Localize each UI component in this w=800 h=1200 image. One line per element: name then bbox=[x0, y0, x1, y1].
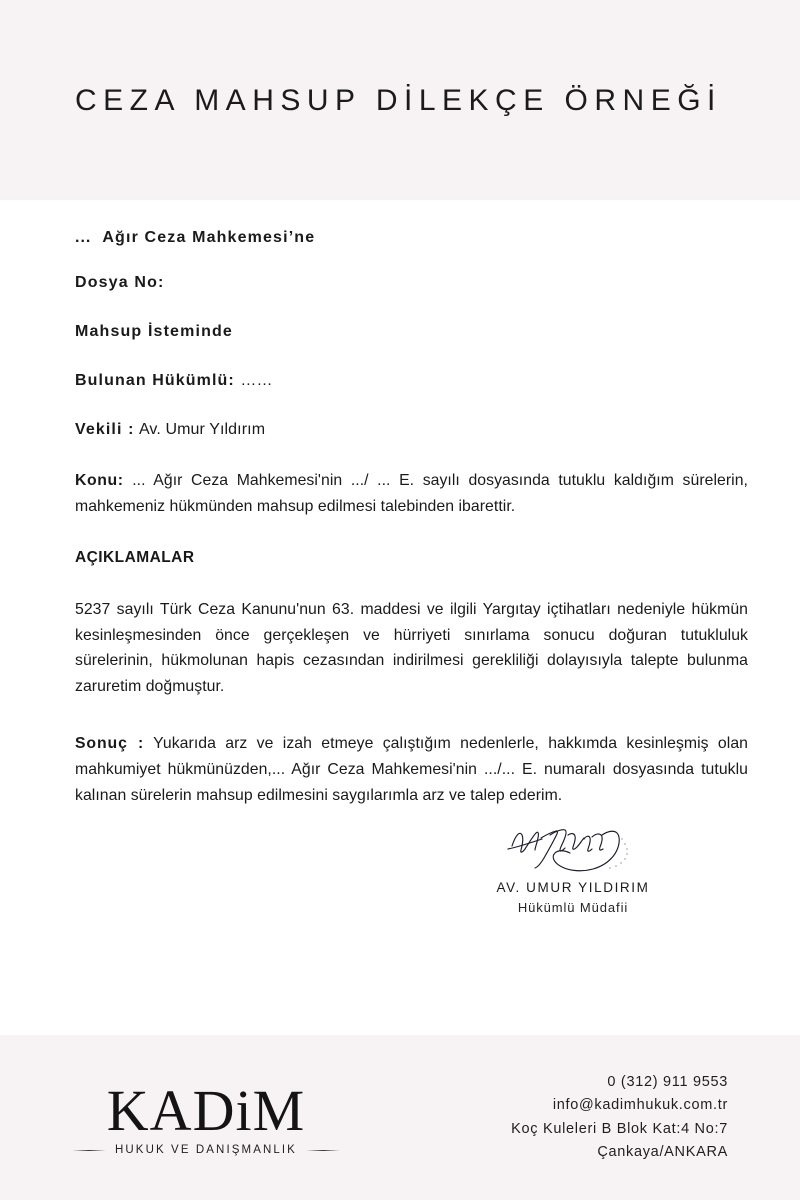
subject-text: ... Ağır Ceza Mahkemesi'nin .../ ... E. sayılı dosyasında tutuklu kaldığım sürelerin, mahkemeniz hükmünden mahsup edilmesi talebinden ibarettir. bbox=[75, 472, 748, 515]
conclusion-label: Sonuç : bbox=[75, 735, 145, 753]
contact-address-line2: Çankaya/ANKARA bbox=[597, 1143, 728, 1160]
logo-wordmark: KADiM bbox=[106, 1077, 306, 1143]
file-number-line: Dosya No: bbox=[75, 274, 165, 291]
explanations-paragraph: 5237 sayılı Türk Ceza Kanunu'nun 63. maddesi ve ilgili Yargıtay içtihatları nedeniyle hükmün kesinleşmesinden önce gerçekleşen ve hürriyeti sınırlama sonucu doğuran tutukluluk sürelerinin, hükmolunan hapis cezasından indirilmesi gerekliliği dolayısıyla talepte bulunma zaruretim doğmuştur. bbox=[75, 601, 748, 695]
contact-address-line1: Koç Kuleleri B Blok Kat:4 No:7 bbox=[511, 1120, 728, 1137]
signature-block bbox=[408, 822, 748, 915]
logo-rule-right-icon bbox=[306, 1150, 340, 1151]
request-type-line: Mahsup İsteminde bbox=[75, 323, 233, 340]
contact-email[interactable]: info@kadimhukuk.com.tr bbox=[552, 1097, 728, 1114]
signature-name: AV. UMUR YILDIRIM bbox=[496, 880, 650, 896]
company-logo bbox=[72, 1077, 340, 1157]
convict-label: Bulunan Hükümlü: bbox=[75, 372, 235, 389]
logo-subtitle-row bbox=[72, 1144, 340, 1156]
attorney-label: Vekili : bbox=[75, 421, 135, 438]
logo-rule-left-icon bbox=[72, 1150, 106, 1151]
attorney-line bbox=[75, 418, 748, 442]
subject-label: Konu: bbox=[75, 472, 124, 489]
document-header-band bbox=[0, 0, 800, 200]
document-body bbox=[0, 200, 800, 1035]
page-title: CEZA MAHSUP DİLEKÇE ÖRNEĞİ bbox=[75, 83, 722, 117]
explanations-heading: AÇIKLAMALAR bbox=[75, 549, 195, 567]
addressee-court: Ağır Ceza Mahkemesi’ne bbox=[102, 229, 316, 246]
attorney-value: Av. Umur Yıldırım bbox=[138, 421, 266, 438]
logo-subtitle: HUKUK VE DANIŞMANLIK bbox=[115, 1144, 297, 1157]
addressee-placeholder: ... bbox=[75, 229, 92, 246]
signature-role: Hükümlü Müdafii bbox=[517, 900, 629, 916]
conclusion-paragraph bbox=[75, 731, 748, 808]
document-footer-band bbox=[0, 1035, 800, 1200]
contact-phone[interactable]: 0 (312) 911 9553 bbox=[607, 1073, 728, 1090]
conclusion-text: Yukarıda arz ve izah etmeye çalıştığım nedenlerle, hakkımda kesinleşmiş olan mahkumiyet hükmünüzden,... Ağır Ceza Mahkemesi'nin .../... E. numaralı dosyasında tutuklu kalınan sürelerin mahsup edilmesini saygılarımla arz ve talep ederim. bbox=[75, 735, 748, 804]
convict-value: …… bbox=[240, 372, 273, 389]
handwritten-signature-icon bbox=[498, 822, 648, 874]
convict-line bbox=[75, 369, 748, 393]
subject-paragraph bbox=[75, 468, 748, 519]
footer-contact bbox=[511, 1071, 728, 1165]
addressee-line bbox=[75, 226, 748, 250]
